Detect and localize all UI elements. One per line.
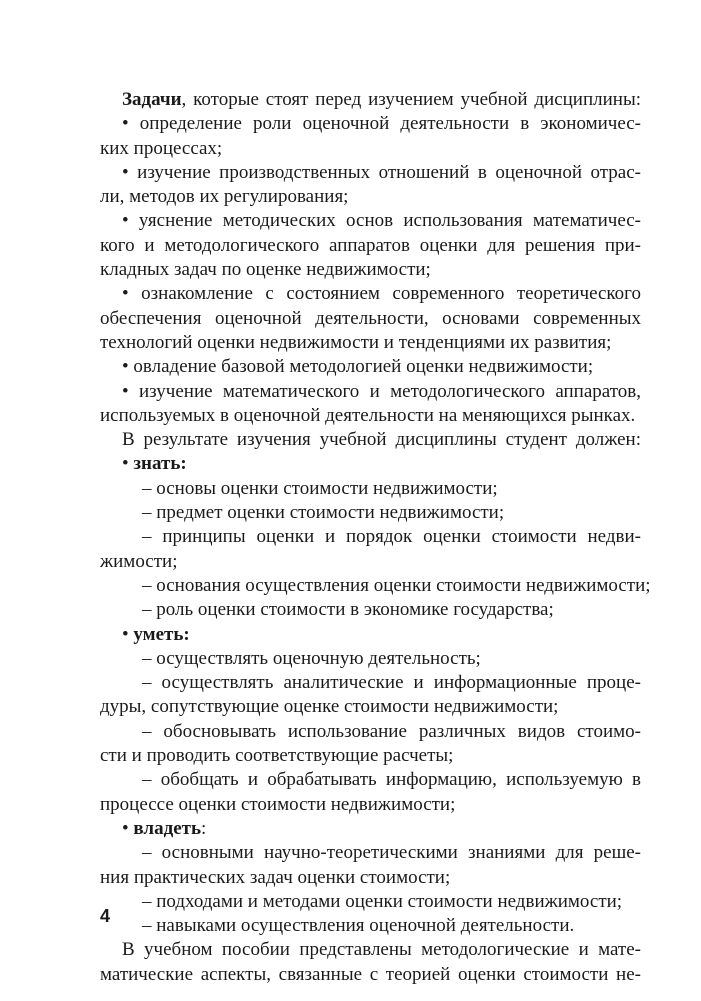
can-heading-line: [100, 623, 641, 647]
task-item-line: кого и методологического аппаратов оценки для решения при-: [100, 234, 641, 256]
closing-paragraph-line: В учебном пособии представлены методологические и мате-: [122, 939, 641, 961]
task-item-line: используемых в оценочной деятельности на меняющихся рынках.: [100, 404, 636, 426]
task-item-line: технологий оценки недвижимости и тенденциями их развития;: [100, 331, 612, 353]
can-item-line: – обосновывать использование различных видов стоимо-: [142, 720, 641, 742]
own-item-line: ния практических задач оценки стоимости;: [100, 866, 451, 888]
task-item-line: кладных задач по оценке недвижимости;: [100, 259, 431, 281]
can-item-line: дуры, сопутствующие оценке стоимости недвижимости;: [100, 696, 559, 718]
page-number: 4: [100, 906, 111, 926]
task-item-line: ких процессах;: [100, 137, 223, 159]
task-item-line: • уяснение методических основ использования математичес-: [122, 210, 641, 232]
know-heading-line: [100, 452, 641, 476]
know-item-line: жимости;: [100, 550, 178, 572]
intro-line: [100, 88, 641, 112]
own-heading: владеть: [133, 817, 202, 839]
know-item-line: – основания осуществления оценки стоимости недвижимости;: [142, 574, 651, 596]
can-item-line: – осуществлять аналитические и информационные проце-: [142, 672, 641, 694]
can-item-line: процессе оценки стоимости недвижимости;: [100, 793, 456, 815]
intro-rest: , которые стоят перед изучением учебной дисциплины:: [181, 89, 641, 110]
know-bullet: •: [122, 453, 134, 475]
can-item-line: сти и проводить соответствующие расчеты;: [100, 745, 454, 767]
intro-bold: Задачи: [122, 89, 182, 110]
task-item-line: ли, методов их регулирования;: [100, 186, 349, 208]
can-item-line: – обобщать и обрабатывать информацию, используемую в: [142, 769, 641, 791]
know-item-line: – роль оценки стоимости в экономике государства;: [142, 599, 554, 621]
own-item-line: – навыками осуществления оценочной деятельности.: [142, 915, 575, 937]
task-item-line: обеспечения оценочной деятельности, основами современных: [100, 307, 641, 329]
can-item-line: – осуществлять оценочную деятельность;: [142, 647, 481, 669]
know-item-line: – предмет оценки стоимости недвижимости;: [142, 502, 505, 524]
own-bullet: •: [122, 817, 134, 839]
task-item-line: • изучение математического и методологического аппаратов,: [122, 380, 641, 402]
result-intro: В результате изучения учебной дисциплины студент должен:: [122, 429, 641, 451]
own-item-line: – подходами и методами оценки стоимости недвижимости;: [142, 890, 623, 912]
task-item-line: • определение роли оценочной деятельности в экономичес-: [122, 113, 641, 135]
know-item-line: – основы оценки стоимости недвижимости;: [142, 477, 498, 499]
own-item-line: – основными научно-теоретическими знаниями для реше-: [142, 842, 641, 864]
know-heading: знать:: [133, 453, 187, 475]
task-item-line: • изучение производственных отношений в оценочной отрас-: [122, 161, 641, 183]
task-item-line: • ознакомление с состоянием современного теоретического: [122, 283, 641, 305]
task-item-line: • овладение базовой методологией оценки недвижимости;: [122, 356, 594, 378]
own-heading-suffix: :: [201, 817, 207, 839]
can-bullet: •: [122, 623, 134, 645]
own-heading-line: [100, 817, 641, 841]
closing-paragraph-line: матические аспекты, связанные с теорией оценки стоимости не-: [100, 963, 641, 985]
body-text: [100, 88, 651, 987]
know-item-line: – принципы оценки и порядок оценки стоимости недви-: [142, 526, 641, 548]
can-heading: уметь:: [133, 623, 190, 645]
